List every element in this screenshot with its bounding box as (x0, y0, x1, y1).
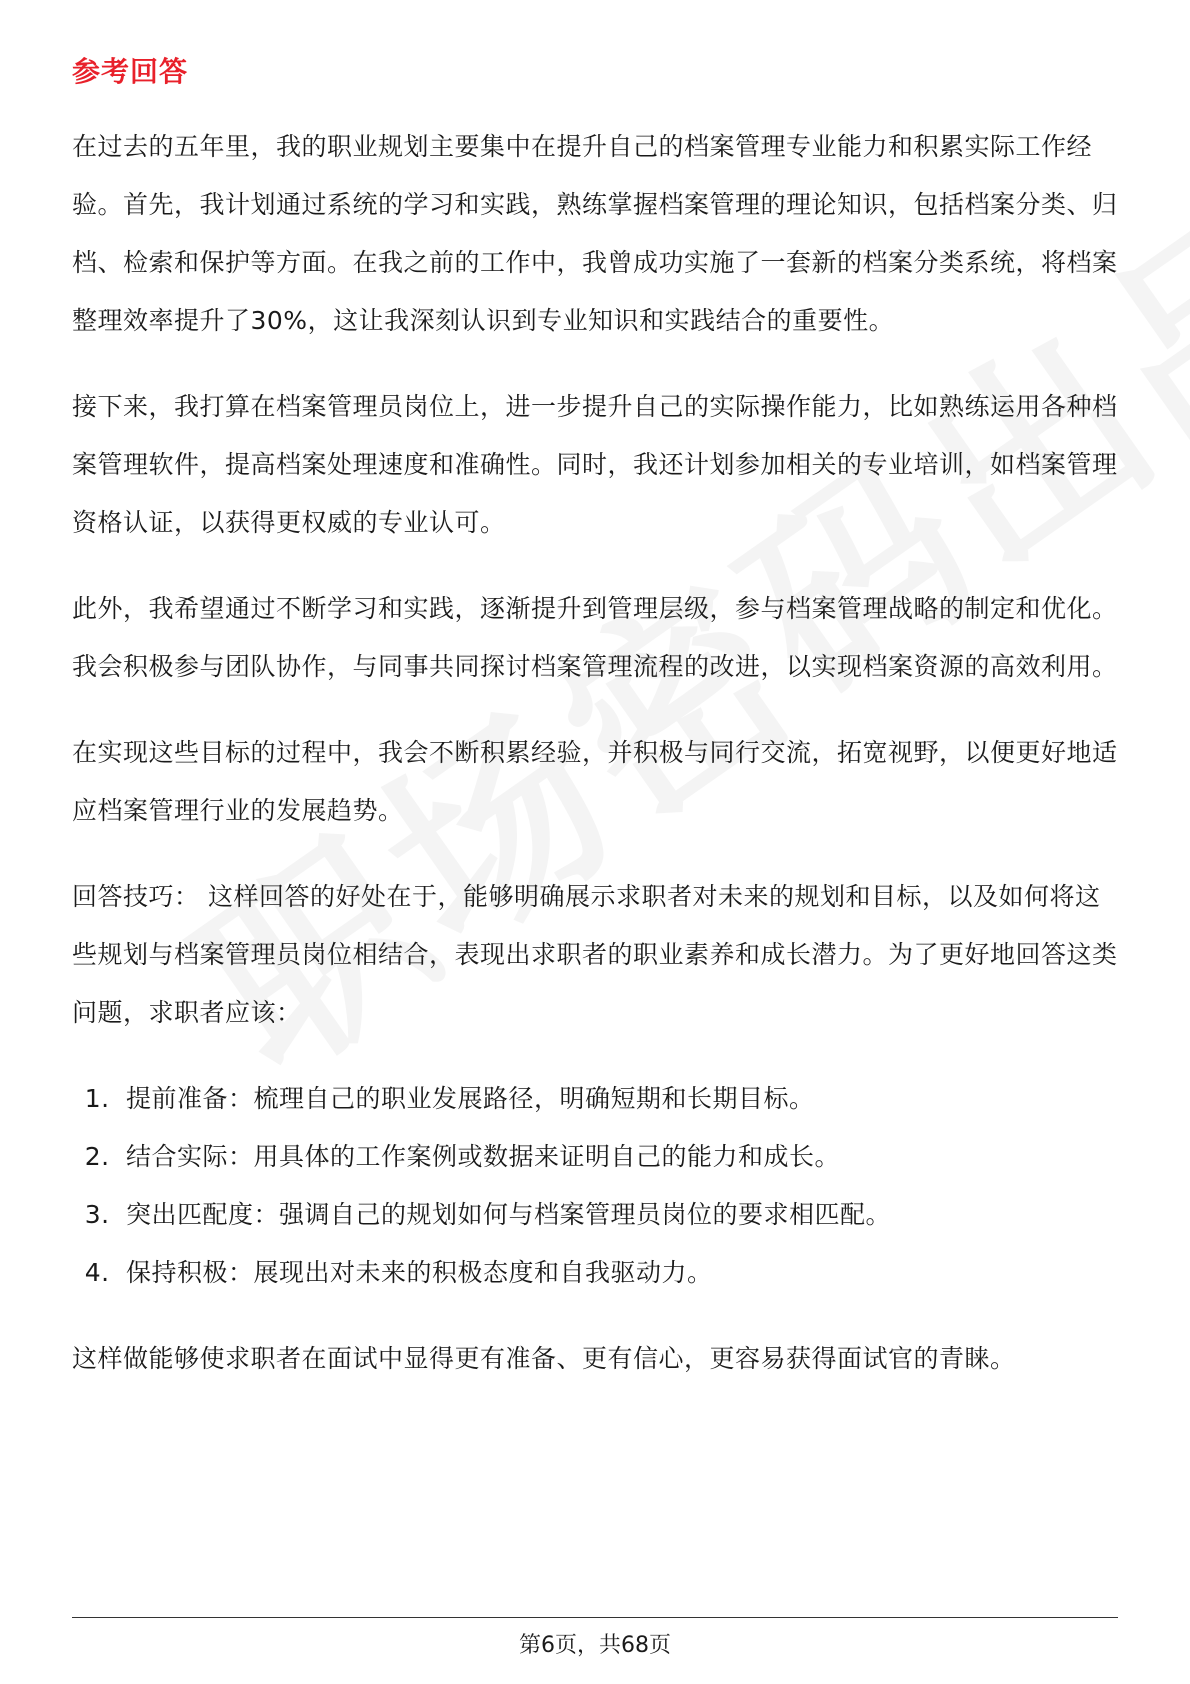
answer-body (72, 118, 1122, 1416)
paragraph: 在实现这些目标的过程中，我会不断积累经验，并积极与同行交流，拓宽视野，以便更好地适应档案管理行业的发展趋势。 (72, 738, 1118, 825)
tips-list (72, 1070, 1122, 1302)
list-item: 1. 提前准备：梳理自己的职业发展路径，明确短期和长期目标。 (118, 1070, 1122, 1128)
paragraph: 在过去的五年里，我的职业规划主要集中在提升自己的档案管理专业能力和积累实际工作经验。首先，我计划通过系统的学习和实践，熟练掌握档案管理的理论知识，包括档案分类、归档、检索和保护等方面。在我之前的工作中，我曾成功实施了一套新的档案分类系统，将档案整理效率提升了30%，这让我深刻认识到专业知识和实践结合的重要性。 (72, 132, 1118, 335)
page-number: 第6页，共68页 (519, 1633, 671, 1658)
closing-paragraph: 这样做能够使求职者在面试中显得更有准备、更有信心，更容易获得面试官的青睐。 (72, 1344, 1016, 1373)
paragraph: 接下来，我打算在档案管理员岗位上，进一步提升自己的实际操作能力，比如熟练运用各种档案管理软件，提高档案处理速度和准确性。同时，我还计划参加相关的专业培训，如档案管理资格认证，以获得更权威的专业认可。 (72, 392, 1118, 537)
list-item: 4. 保持积极：展现出对未来的积极态度和自我驱动力。 (118, 1244, 1122, 1302)
section-heading: 参考回答 (72, 55, 189, 88)
paragraph: 此外，我希望通过不断学习和实践，逐渐提升到管理层级，参与档案管理战略的制定和优化。我会积极参与团队协作，与同事共同探讨档案管理流程的改进，以实现档案资源的高效利用。 (72, 594, 1118, 681)
list-item: 2. 结合实际：用具体的工作案例或数据来证明自己的能力和成长。 (118, 1128, 1122, 1186)
tips-intro: 回答技巧： 这样回答的好处在于，能够明确展示求职者对未来的规划和目标，以及如何将这些规划与档案管理员岗位相结合，表现出求职者的职业素养和成长潜力。为了更好地回答这类问题，求职者应该： (72, 882, 1118, 1027)
list-item: 3. 突出匹配度：强调自己的规划如何与档案管理员岗位的要求相匹配。 (118, 1186, 1122, 1244)
footer-divider (72, 1617, 1118, 1618)
